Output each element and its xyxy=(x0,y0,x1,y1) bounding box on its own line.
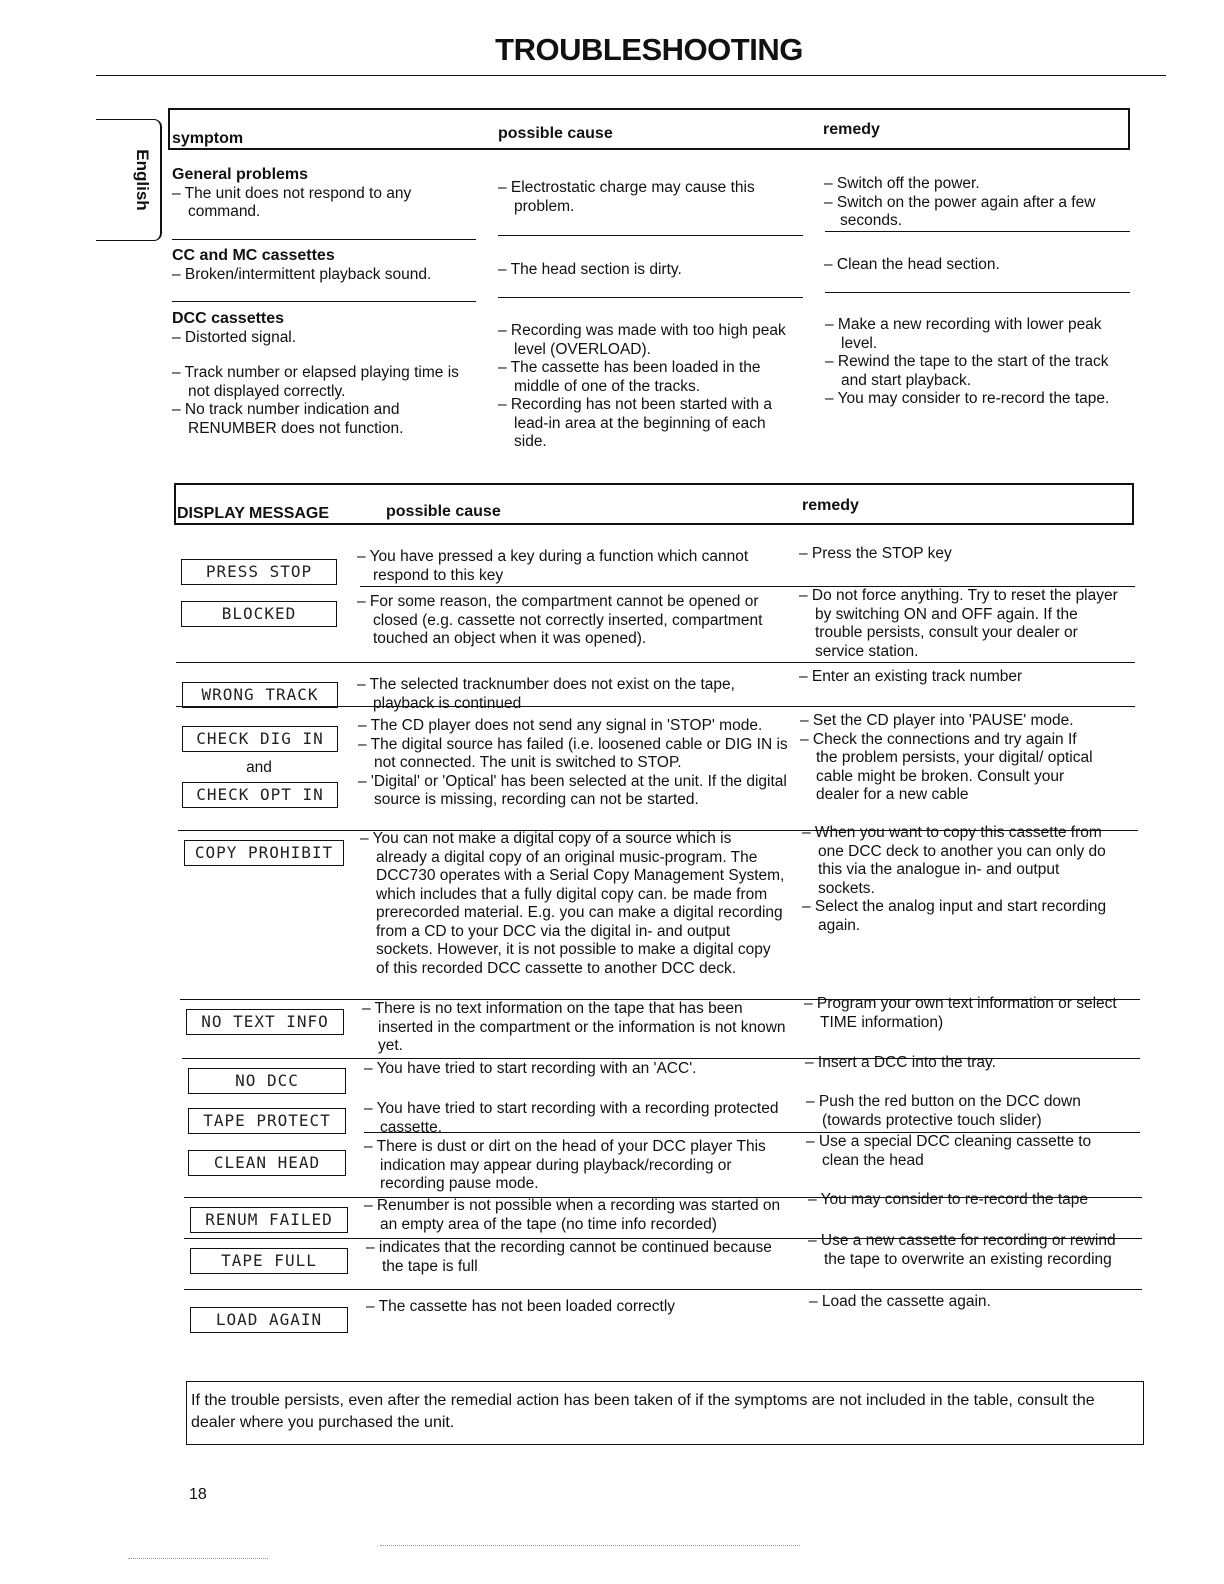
page-title: TROUBLESHOOTING xyxy=(495,32,803,67)
page-number: 18 xyxy=(189,1486,207,1503)
cause-item: – The head section is dirty. xyxy=(498,261,682,278)
cause-text: – The selected tracknumber does not exist on the tape, playback is continued xyxy=(357,676,735,712)
remedy-text: – Press the STOP key xyxy=(799,545,952,562)
row-divider xyxy=(176,662,1135,663)
row-remedy xyxy=(805,1054,1125,1073)
section-general-symptom xyxy=(172,166,472,222)
section-general-remedy xyxy=(824,175,1129,231)
cause-item: – The cassette has been loaded in the middle of one of the tracks. xyxy=(498,359,761,395)
cause-text: – indicates that the recording cannot be continued because the tape is full xyxy=(366,1239,772,1275)
remedy-text: – Use a new cassette for recording or rewind the tape to overwrite an existing recording xyxy=(808,1232,1116,1268)
lcd-load-again: LOAD AGAIN xyxy=(190,1307,348,1333)
symptom-item: – Track number or elapsed playing time is not displayed correctly. xyxy=(172,364,459,400)
cause-text: – For some reason, the compartment cannot be opened or closed (e.g. cassette not correctly inserted, compartment touched an object when it was opened). xyxy=(357,593,763,647)
cause-item: – Recording was made with too high peak level (OVERLOAD). xyxy=(498,322,786,358)
remedy-item: – Switch on the power again after a few seconds. xyxy=(824,193,1096,229)
scan-artifact xyxy=(128,1558,268,1559)
row-remedy xyxy=(809,1293,1129,1312)
lcd-check-dig-in: CHECK DIG IN xyxy=(182,726,338,752)
cause-text: – Renumber is not possible when a recording was started on an empty area of the tape (no time info recorded) xyxy=(364,1197,781,1233)
row-cause xyxy=(364,1197,794,1234)
remedy-text: – Do not force anything. Try to reset the player by switching ON and OFF again. If the trouble persists, consult your dealer or service station. xyxy=(799,587,1118,660)
section-divider xyxy=(498,297,803,298)
lcd-press-stop: PRESS STOP xyxy=(181,559,337,585)
title-rule xyxy=(96,75,1166,76)
symptom-item: – The unit does not respond to any command. xyxy=(172,184,412,220)
lcd-tape-protect: TAPE PROTECT xyxy=(188,1108,346,1134)
section-general-cause xyxy=(498,179,788,216)
row-remedy xyxy=(800,712,1100,805)
lcd-tape-full: TAPE FULL xyxy=(190,1248,348,1274)
cause-text: – The cassette has not been loaded correctly xyxy=(366,1298,676,1315)
table1-header-symptom: symptom xyxy=(172,130,244,147)
lcd-no-text-info: NO TEXT INFO xyxy=(186,1009,344,1035)
row-cause xyxy=(357,593,787,649)
row-remedy xyxy=(806,1133,1126,1170)
cause-text: – The digital source has failed (i.e. loosened cable or DIG IN is not connected. The unit is switched to STOP. xyxy=(358,735,788,771)
remedy-text: – You may consider to re-record the tape xyxy=(808,1191,1089,1208)
cause-item: – Recording has not been started with a lead-in area at the beginning of each side. xyxy=(498,396,773,450)
section-dcc-cause xyxy=(498,322,798,452)
section-heading: General problems xyxy=(172,166,309,183)
remedy-item: – Rewind the tape to the start of the track and start playback. xyxy=(825,353,1109,389)
table2-header-cause: possible cause xyxy=(386,503,501,520)
symptom-item: – No track number indication and RENUMBER does not function. xyxy=(172,401,404,437)
section-divider xyxy=(172,301,476,302)
row-remedy xyxy=(799,545,1129,564)
table1-header-cause: possible cause xyxy=(498,125,613,142)
remedy-text: – Insert a DCC into the tray. xyxy=(805,1054,996,1071)
section-divider xyxy=(172,239,476,240)
row-cause xyxy=(364,1138,789,1194)
section-divider xyxy=(825,231,1130,232)
row-remedy xyxy=(808,1232,1128,1269)
row-remedy xyxy=(804,995,1124,1032)
row-divider xyxy=(176,706,1135,707)
section-dcc-symptom xyxy=(172,310,472,438)
cause-text: – You can not make a digital copy of a source which is already a digital copy of an original music-program. The DCC730 operates with a Serial Copy Management System, which includes that a fully digital copy can. be made from prerecorded material. E.g. you can make a digital recording from a CD to your DCC via the digital in- and output sockets. However, it is not possible to make a digital copy of this recorded DCC cassette to another DCC deck. xyxy=(360,830,785,977)
cause-text: – 'Digital' or 'Optical' has been selected at the unit. If the digital source is missing, recording can not be started. xyxy=(358,772,787,808)
row-cause xyxy=(357,548,787,585)
remedy-text: – When you want to copy this cassette from one DCC deck to another you can only do this via the analogue in- and output sockets. xyxy=(802,824,1106,897)
section-ccmc-cause xyxy=(498,261,788,280)
lcd-check-opt-in: CHECK OPT IN xyxy=(182,782,338,808)
table1-header-box xyxy=(168,108,1130,150)
language-tab-label: English xyxy=(133,149,152,211)
remedy-text: – Enter an existing track number xyxy=(799,668,1023,685)
remedy-text: – Use a special DCC cleaning cassette to clean the head xyxy=(806,1133,1092,1169)
row-remedy xyxy=(806,1093,1126,1130)
lcd-no-dcc: NO DCC xyxy=(188,1068,346,1094)
cause-text: – There is no text information on the tape that has been inserted in the compartment or the information is not known yet. xyxy=(362,1000,786,1054)
table1-header-remedy: remedy xyxy=(823,121,880,138)
remedy-item: – Clean the head section. xyxy=(824,256,1000,273)
lcd-wrong-track: WRONG TRACK xyxy=(182,682,338,708)
remedy-text: – Check the connections and try again If the problem persists, your digital/ optical cable might be broken. Consult your dealer for a new cable xyxy=(800,730,1093,803)
display-join: and xyxy=(246,759,272,776)
row-cause xyxy=(360,830,785,978)
cause-text: – The CD player does not send any signal in 'STOP' mode. xyxy=(358,717,763,734)
table2-header-message: DISPLAY MESSAGE xyxy=(177,505,330,522)
row-cause xyxy=(366,1298,791,1317)
symptom-item: – Broken/intermittent playback sound. xyxy=(172,265,432,283)
row-divider xyxy=(184,1289,1142,1290)
section-ccmc-remedy xyxy=(824,256,1129,275)
row-cause xyxy=(362,1000,787,1056)
remedy-item: – Switch off the power. xyxy=(824,175,980,192)
scan-artifact xyxy=(380,1545,800,1546)
row-cause xyxy=(366,1239,791,1276)
lcd-copy-prohibit: COPY PROHIBIT xyxy=(184,840,344,866)
section-ccmc-symptom xyxy=(172,247,472,284)
remedy-item: – You may consider to re-record the tape. xyxy=(825,390,1110,407)
lcd-blocked: BLOCKED xyxy=(181,601,337,627)
remedy-text: – Set the CD player into 'PAUSE' mode. xyxy=(800,712,1074,729)
row-remedy xyxy=(799,668,1129,687)
section-divider xyxy=(498,235,803,236)
cause-text: – There is dust or dirt on the head of your DCC player This indication may appear during playback/recording or recording pause mode. xyxy=(364,1138,766,1192)
cause-text: – You have tried to start recording with a recording protected cassette. xyxy=(364,1100,779,1136)
cause-item: – Electrostatic charge may cause this problem. xyxy=(498,179,755,215)
lcd-renum-failed: RENUM FAILED xyxy=(190,1207,348,1233)
row-remedy xyxy=(799,587,1119,661)
lcd-clean-head: CLEAN HEAD xyxy=(188,1150,346,1176)
remedy-item: – Make a new recording with lower peak level. xyxy=(825,316,1102,352)
row-cause xyxy=(364,1060,789,1079)
section-divider xyxy=(825,292,1130,293)
section-heading: CC and MC cassettes xyxy=(172,247,335,264)
symptom-item: – Distorted signal. xyxy=(172,328,297,346)
remedy-text: – Push the red button on the DCC down (towards protective touch slider) xyxy=(806,1093,1081,1129)
row-cause xyxy=(357,676,787,713)
row-cause xyxy=(358,717,788,810)
footer-note: If the trouble persists, even after the remedial action has been taken of if the symptoms are not included in the table, consult the dealer where you purchased the unit. xyxy=(186,1381,1144,1445)
row-remedy xyxy=(802,824,1112,935)
remedy-text: – Load the cassette again. xyxy=(809,1293,991,1310)
section-heading: DCC cassettes xyxy=(172,310,285,327)
section-dcc-remedy xyxy=(825,316,1130,409)
row-remedy xyxy=(808,1191,1128,1210)
cause-text: – You have pressed a key during a function which cannot respond to this key xyxy=(357,548,749,584)
remedy-text: – Select the analog input and start recording again. xyxy=(802,898,1107,934)
table2-header-remedy: remedy xyxy=(802,497,859,514)
language-tab xyxy=(96,119,162,241)
cause-text: – You have tried to start recording with an 'ACC'. xyxy=(364,1060,697,1077)
remedy-text: – Program your own text information or select TIME information) xyxy=(804,995,1117,1031)
